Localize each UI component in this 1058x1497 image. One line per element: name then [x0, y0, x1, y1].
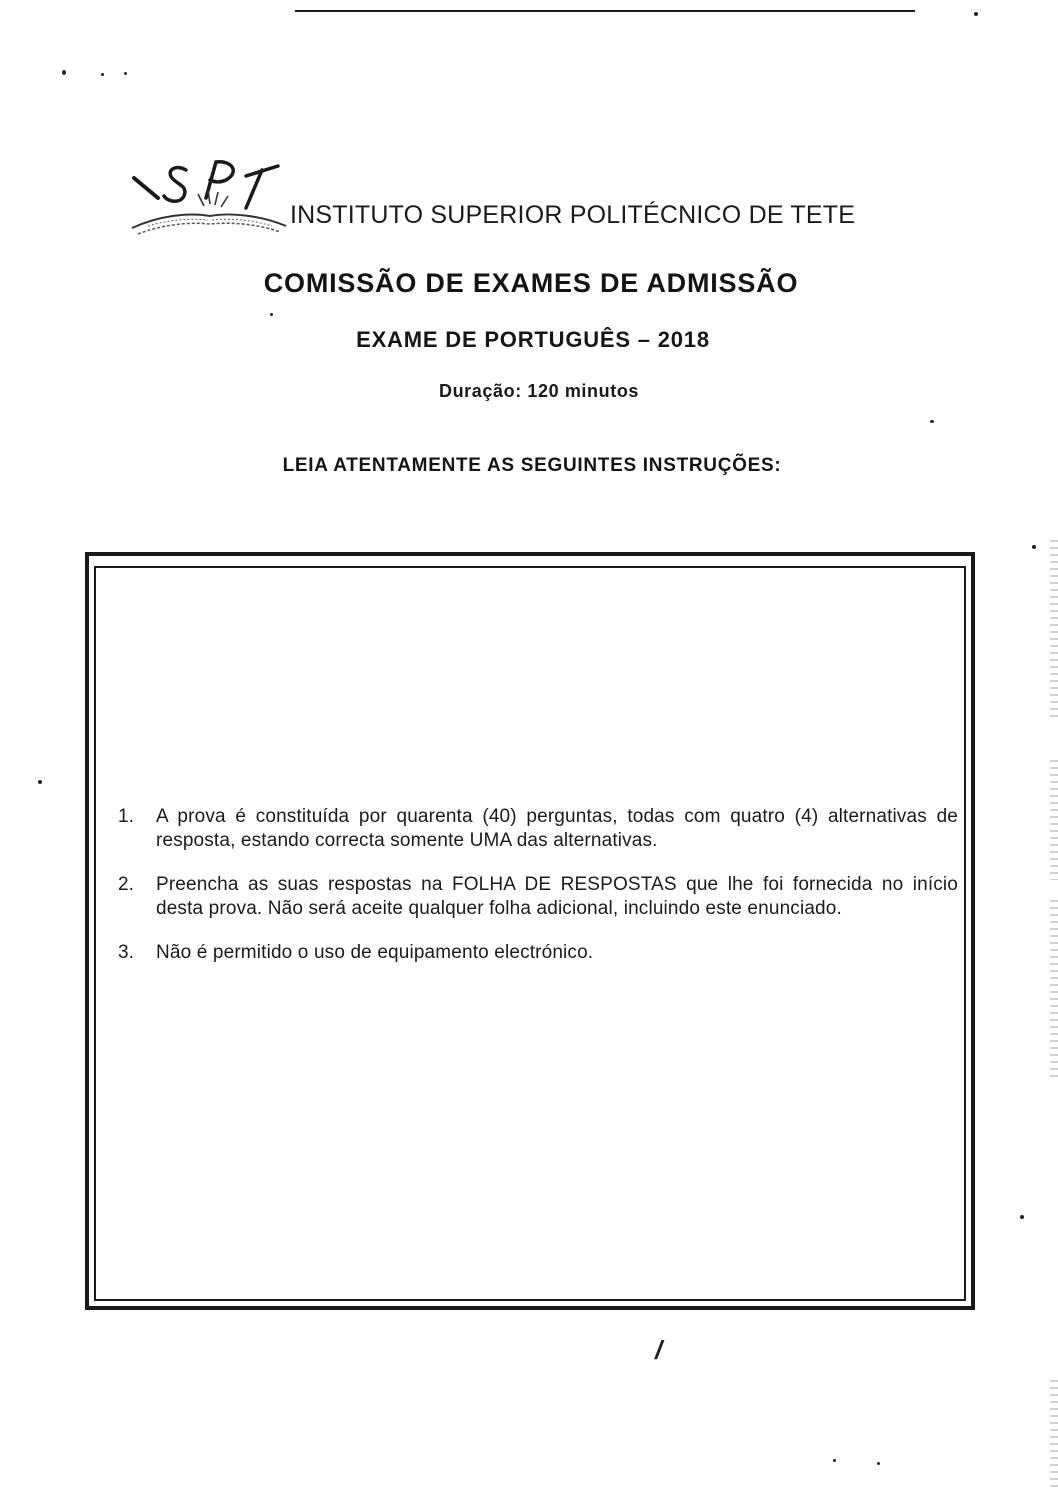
- scan-edge-noise: [1050, 760, 1058, 880]
- instruction-text: Preencha as suas respostas na FOLHA DE RESPOSTAS que lhe foi fornecida no início desta prova. Não será aceite qualquer folha adicional, incluindo este enunciado.: [156, 874, 958, 919]
- instruction-item: [110, 873, 958, 921]
- instruction-number: 3.: [118, 942, 134, 963]
- scan-edge-noise: [1050, 540, 1058, 720]
- scan-speck: [62, 70, 66, 75]
- scan-speck: [38, 780, 42, 784]
- pen-mark: /: [655, 1335, 663, 1365]
- instruction-item: [110, 941, 958, 965]
- scan-speck: [930, 420, 934, 423]
- exam-duration: Duração: 120 minutos: [438, 381, 640, 401]
- scan-speck: [974, 12, 978, 16]
- scan-edge-noise: [1050, 900, 1058, 1080]
- instruction-item: [110, 805, 958, 853]
- exam-title: EXAME DE PORTUGUÊS – 2018: [356, 327, 710, 352]
- commission-title: COMISSÃO DE EXAMES DE ADMISSÃO: [263, 268, 799, 298]
- instructions-heading: LEIA ATENTAMENTE AS SEGUINTES INSTRUÇÕES:: [282, 455, 782, 476]
- scan-speck: [833, 1459, 836, 1462]
- instructions-list: [110, 805, 958, 985]
- instruction-text: Não é permitido o uso de equipamento electrónico.: [156, 942, 594, 963]
- ispt-logo-mark: [128, 150, 288, 245]
- scan-speck: [1020, 1215, 1024, 1219]
- ispt-logo: [128, 150, 288, 245]
- scan-speck: [877, 1462, 880, 1465]
- scan-speck: [1032, 545, 1036, 549]
- institute-name: INSTITUTO SUPERIOR POLITÉCNICO DE TETE: [290, 201, 856, 229]
- instruction-number: 1.: [118, 806, 134, 827]
- instruction-text: A prova é constituída por quarenta (40) perguntas, todas com quatro (4) alternativas de resposta, estando correcta somente UMA das alternativas.: [156, 806, 958, 851]
- scan-edge-noise: [1050, 1380, 1058, 1490]
- instruction-number: 2.: [118, 874, 134, 895]
- scan-speck: [124, 72, 127, 75]
- scan-speck: [270, 313, 273, 316]
- top-scan-rule: [295, 10, 915, 12]
- scan-speck: [101, 73, 104, 76]
